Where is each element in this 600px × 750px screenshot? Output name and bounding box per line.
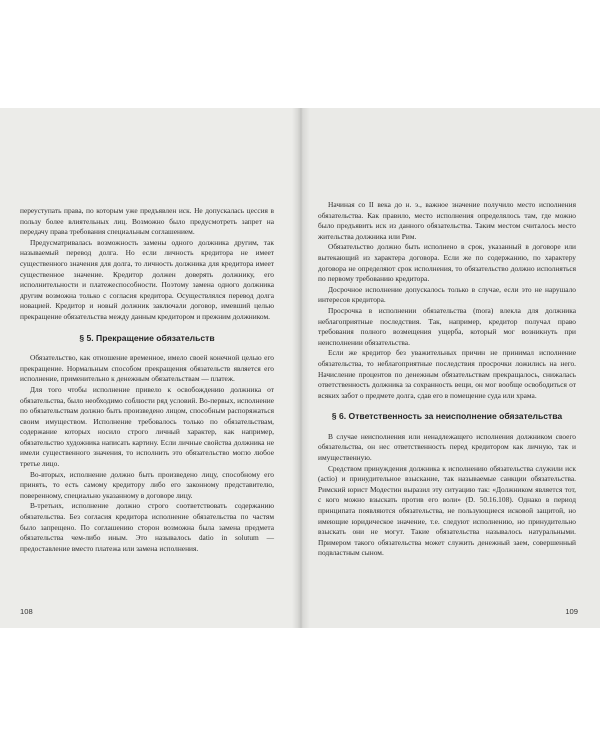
paragraph: Если же кредитор без уважительных причин не принимал исполнение обязательства, то неблагоприятные последствия просрочки ложились на него. Начисление процентов по денежным обязательствам прекращалось, снижалась ответственность должника за сохранность вещи, он мог вообще освободиться от всяких забот о предмете долга, сдав его в помещение суда или храма. <box>318 348 576 400</box>
paragraph: Обязательство, как отношение временное, имело своей конечной целью его прекращение. Нормальным способом прекращения обязательств является его исполнение, применительно к денежным обязательствам — платеж. <box>20 353 274 384</box>
paragraph: Начиная со II века до н. э., важное значение получило место исполнения обязательства. Как правило, место исполнения определялось там, где можно было предъявить иск из данного обязательства. Таким местом считалось место жительства должника или Рим. <box>318 200 576 241</box>
page-number: 108 <box>20 607 33 616</box>
section-heading: § 6. Ответственность за неисполнение обязательства <box>331 411 563 422</box>
book-spread <box>0 108 600 628</box>
paragraph: Для того чтобы исполнение привело к освобождению должника от обязательства, было необходимо соблюсти ряд условий. Во-первых, исполнение по обязательствам должно быть произведено лицом, способным распоряжаться своим имуществом. Исполнение требовалось только по обязательствам, содержание которых носило строго личный характер, как например, обязательство художника написать картину. Если личные свойства должника не имели существенного значения, то исполнить это обязательство могло любое третье лицо. <box>20 384 274 469</box>
left-page <box>0 108 298 628</box>
paragraph: Просрочка в исполнении обязательства (mora) влекла для должника неблагоприятные последствия. Так, например, кредитор получал право требования полного возмещения ущерба, который мог возникнуть при неисполнении обязательства. <box>318 305 576 347</box>
section-heading: § 5. Прекращение обязательств <box>79 332 215 343</box>
paragraph: Досрочное исполнение допускалось только в случае, если это не нарушало интересов кредитора. <box>318 284 576 305</box>
paragraph: Средством принуждения должника к исполнению обязательства служили иск (actio) и принудительное взыскание, так называемые санкции обязательства. Римский юрист Модестин выразил эту ситуацию так: «Должником является тот, с кого можно взыскать против его воли» (D. 50.16.108). Однако в период принципата появляются обязательства, не пользующиеся исковой защитой, но имеющие юридическое значение, т.е. следуют исполнению, но принудительно взыскать они не могут. Такие обязательства называлось натуральными. Примером такого обязательства может служить денежный заем, совершенный подвластным сыном. <box>318 463 576 558</box>
paragraph: переуступать права, по которым уже предъявлен иск. Не допускалась цессия в пользу более влиятельных лиц. Возможно было предусмотреть запрет на передачу права требования специальным соглашением. <box>20 206 274 237</box>
paragraph: Во-вторых, исполнение должно быть произведено лицу, способному его принять, то есть самому кредитору либо его законному представителю, поверенному, специально указанному в договоре лицу. <box>20 469 274 500</box>
right-page-text <box>318 200 576 559</box>
page-number: 109 <box>565 607 578 616</box>
paragraph: Предусматривалась возможность замены одного должника другим, так называемый перевод долга. Но если личность кредитора не имеет существенного значения для долга, то личность должника для кредитора имеет существенное значение. Кредитор должен доверять должнику, его исполнительности и платежеспособности. Поэтому замена одного должника другим возможна только с согласия кредитора. Осуществлялся перевод долга новацией. Кредитор и новый должник заключали договор, имевший целью прекращение обязательства между данным кредитором и прежним должником. <box>20 237 274 321</box>
left-page-text <box>20 206 274 554</box>
paragraph: Обязательство должно быть исполнено в срок, указанный в договоре или вытекающий из характера договора. Если же по содержанию, по характеру договора не определяют срок исполнения, то обязательство должно исполняться по первому требованию кредитора. <box>318 242 576 284</box>
paragraph: В случае неисполнения или ненадлежащего исполнения должником своего обязательства, он нес ответственность перед кредитором как личную, так и имущественную. <box>318 431 576 463</box>
right-page <box>302 108 600 628</box>
paragraph: В-третьих, исполнение должно строго соответствовать содержанию обязательства. Без согласия кредитора исполнение обязательства по частям было запрещено. По соглашению сторон возможна была замена предмета обязательства чем-либо иным. Это называлось datio in solutum — предоставление вместо платежа или замена исполнения. <box>20 501 274 553</box>
book-gutter-shadow <box>292 108 310 628</box>
